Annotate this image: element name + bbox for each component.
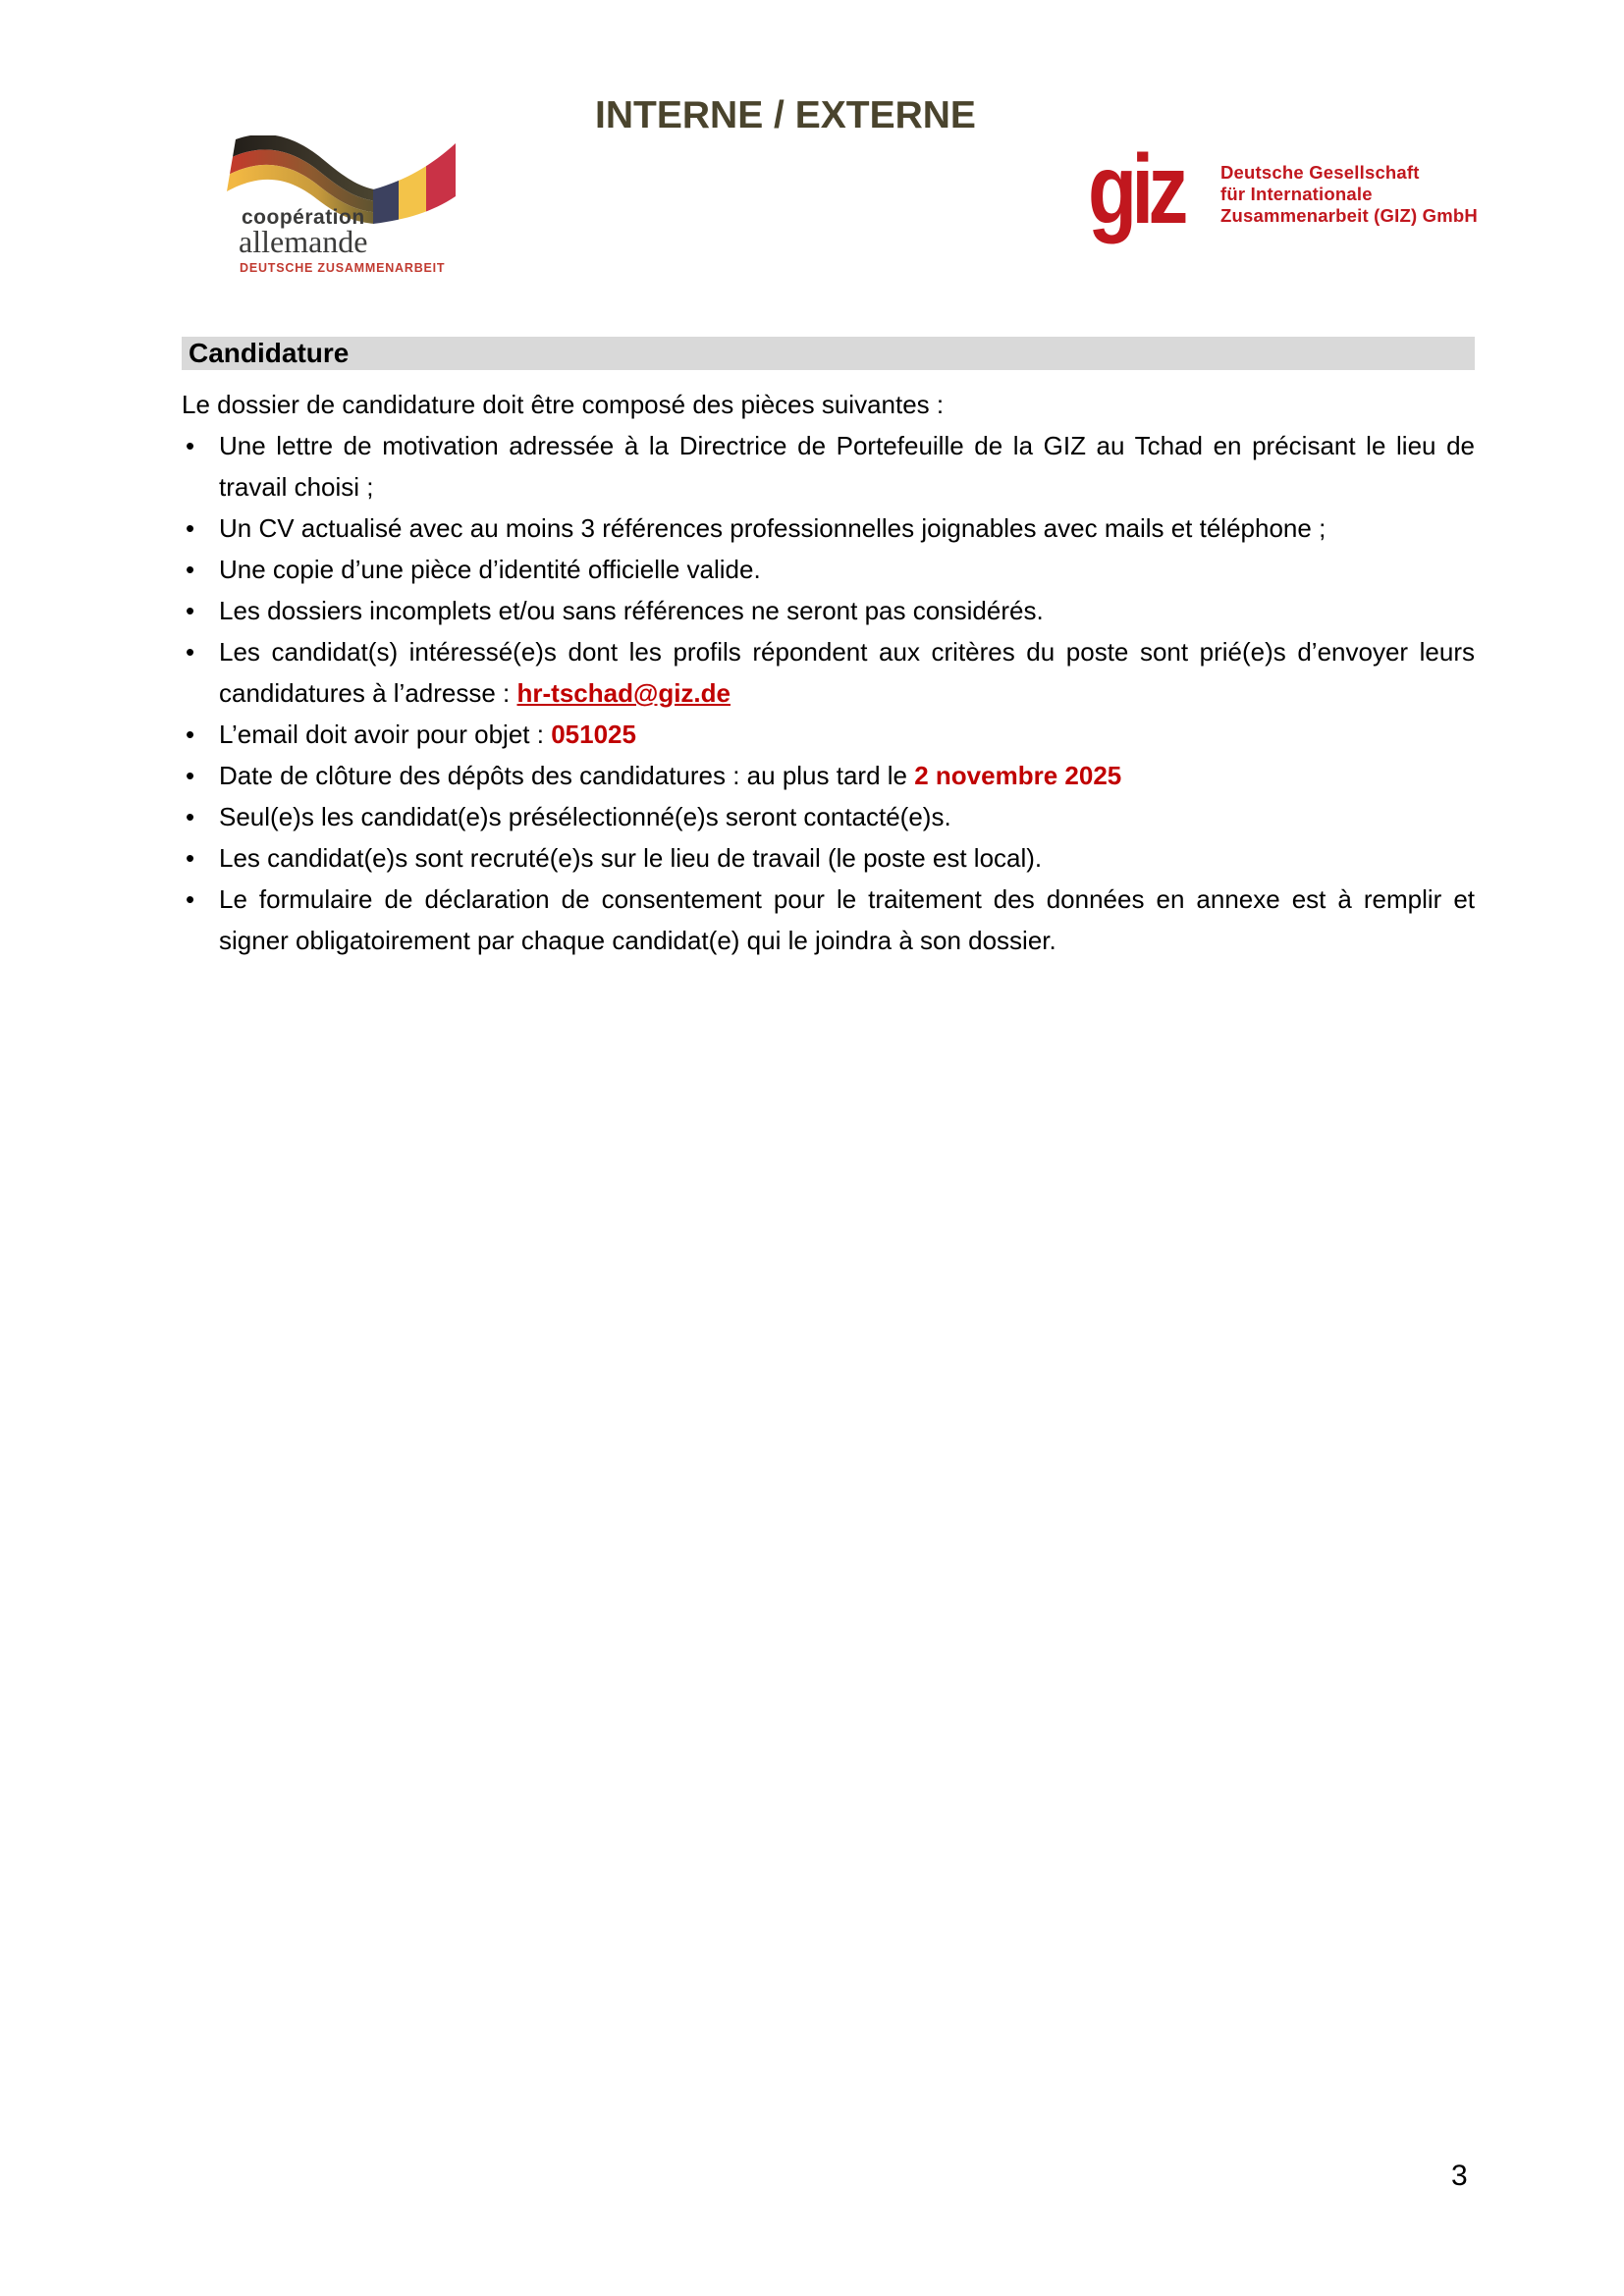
text-run: 2 novembre 2025 [914,761,1122,790]
list-item [182,755,1475,796]
bullet-marker-icon: • [186,555,195,584]
page-number: 3 [1451,2160,1468,2192]
section-header-candidature: Candidature [182,337,1475,370]
giz-company-name-line3: Zusammenarbeit (GIZ) GmbH [1220,205,1478,226]
intro-paragraph: Le dossier de candidature doit être composé des pièces suivantes : [182,390,945,419]
text-run: L’email doit avoir pour objet : [219,720,552,749]
list-item [182,590,1475,631]
list-item [182,425,1475,507]
cooperation-allemande-logo [224,135,469,283]
cooperation-logo-text-fr: coopération [242,206,365,229]
candidature-list [182,425,1475,961]
giz-company-name [1220,162,1478,227]
text-run: Les dossiers incomplets et/ou sans références ne seront pas considérés. [219,596,1044,625]
bullet-marker-icon: • [186,720,195,749]
bullet-marker-icon: • [186,596,195,625]
list-item [182,549,1475,590]
bullet-marker-icon: • [186,802,195,831]
main-content [182,337,1475,961]
email-link[interactable]: hr-tschad@giz.de [516,678,731,708]
text-run: 051025 [551,720,636,749]
bullet-marker-icon: • [186,431,195,460]
text-run: Date de clôture des dépôts des candidatures : au plus tard le [219,761,915,790]
giz-company-name-line1: Deutsche Gesellschaft [1220,162,1420,183]
giz-wordmark: giz [1088,134,1183,244]
list-item [182,879,1475,961]
text-run: Le formulaire de déclaration de consentement pour le traitement des données en annexe est à remplir et signer obligatoirement par chaque candidat(e) qui le joindra à son dossier. [219,884,1475,955]
list-item [182,714,1475,755]
list-item [182,796,1475,837]
bullet-marker-icon: • [186,843,195,873]
list-item [182,507,1475,549]
giz-logo [1088,134,1481,253]
text-run: Les candidat(s) intéressé(e)s dont les profils répondent aux critères du poste sont prié(e)s d’envoyer leurs candidatures à l’adresse : [219,637,1475,708]
list-item [182,837,1475,879]
text-run: Une lettre de motivation adressée à la Directrice de Portefeuille de la GIZ au Tchad en précisant le lieu de travail choisi ; [219,431,1475,502]
bullet-marker-icon: • [186,884,195,914]
bullet-marker-icon: • [186,761,195,790]
list-item [182,631,1475,714]
text-run: Un CV actualisé avec au moins 3 références professionnelles joignables avec mails et téléphone ; [219,513,1326,543]
bullet-marker-icon: • [186,513,195,543]
text-run: Seul(e)s les candidat(e)s présélectionné(e)s seront contacté(e)s. [219,802,951,831]
bullet-marker-icon: • [186,637,195,667]
cooperation-logo-text-de: DEUTSCHE ZUSAMMENARBEIT [240,261,446,275]
cooperation-logo-text-fr2: allemande [239,224,368,259]
giz-company-name-line2: für Internationale [1220,184,1373,204]
text-run: Les candidat(e)s sont recruté(e)s sur le lieu de travail (le poste est local). [219,843,1043,873]
text-run: Une copie d’une pièce d’identité officielle valide. [219,555,761,584]
page-title: INTERNE / EXTERNE [595,94,976,136]
